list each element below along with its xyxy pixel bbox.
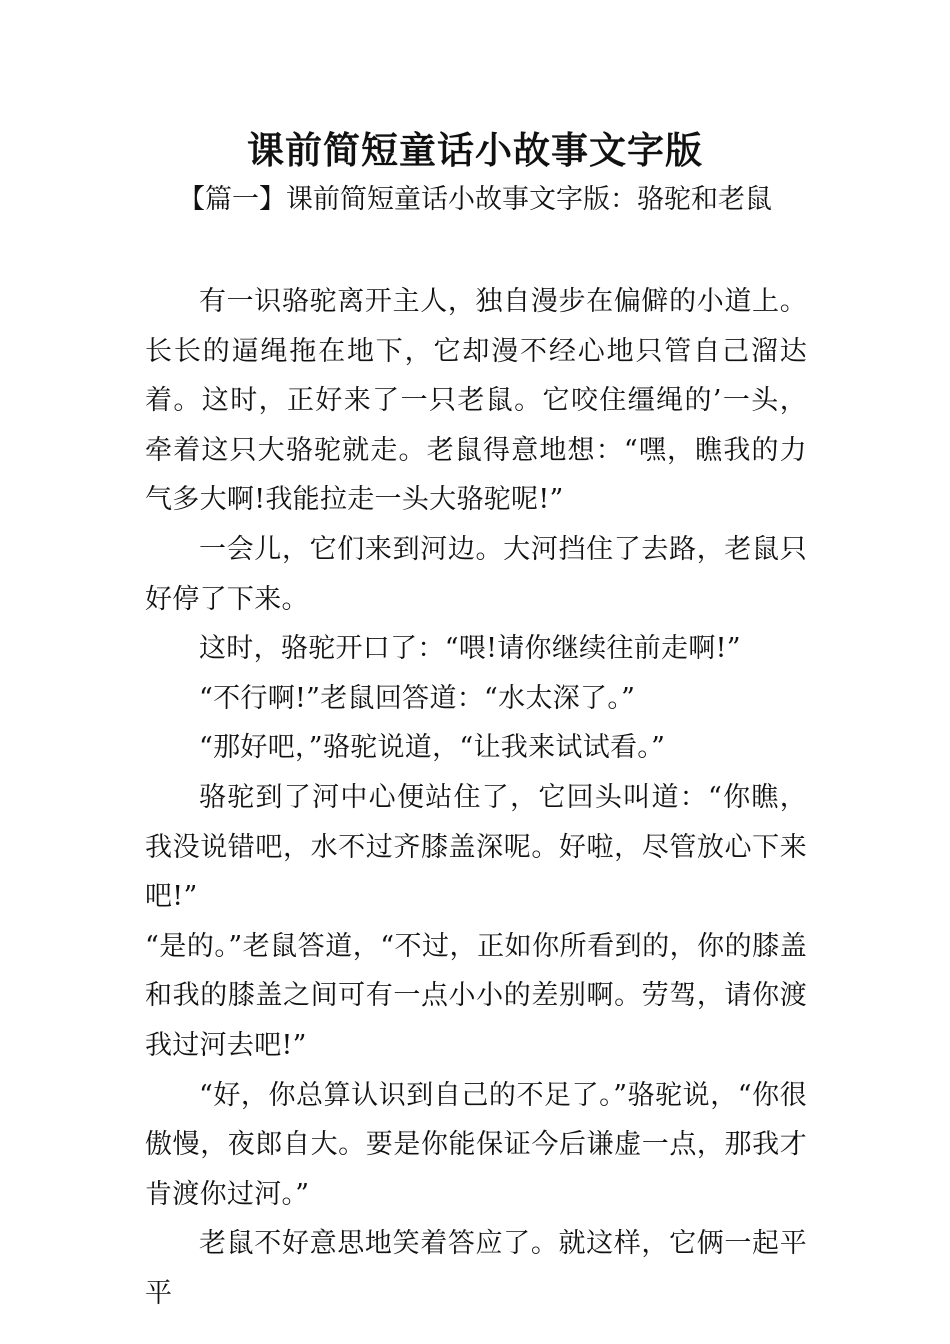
document-subtitle: 【篇一】课前简短童话小故事文字版：骆驼和老鼠 (178, 184, 772, 215)
paragraph: “不行啊!”老鼠回答道：“水太深了。” (199, 682, 636, 714)
document-title: 课前简短童话小故事文字版 (247, 128, 703, 172)
paragraph: 老鼠不好意思地笑着答应了。就这样，它俩一起平平 (145, 1228, 807, 1309)
paragraph: 有一识骆驼离开主人，独自漫步在偏僻的小道上。长长的逼绳拖在地下，它却漫不经心地只管自己溜达着。这时，正好来了一只老鼠。它咬住缰绳的’一头，牵着这只大骆驼就走。老鼠得意地想：“嘿，瞧我的力气多大啊!我能拉走一头大骆驼呢!” (145, 286, 807, 516)
paragraph: “好，你总算认识到自己的不足了。”骆驼说，“你很傲慢，夜郎自大。要是你能保证今后谦虚一点，那我才肯渡你过河。” (145, 1079, 807, 1210)
paragraph: “是的。”老鼠答道，“不过，正如你所看到的，你的膝盖和我的膝盖之间可有一点小小的差别啊。劳驾，请你渡我过河去吧!” (145, 930, 807, 1061)
paragraph: 一会儿，它们来到河边。大河挡住了去路，老鼠只好停了下来。 (145, 533, 807, 615)
story-body (145, 277, 807, 1318)
paragraph: 这时，骆驼开口了：“喂!请你继续往前走啊!” (199, 633, 741, 665)
paragraph: “那好吧，”骆驼说道，“让我来试试看。” (199, 732, 666, 764)
paragraph: 骆驼到了河中心便站住了，它回头叫道：“你瞧，我没说错吧，水不过齐膝盖深呢。好啦，尽管放心下来吧!” (145, 781, 807, 913)
